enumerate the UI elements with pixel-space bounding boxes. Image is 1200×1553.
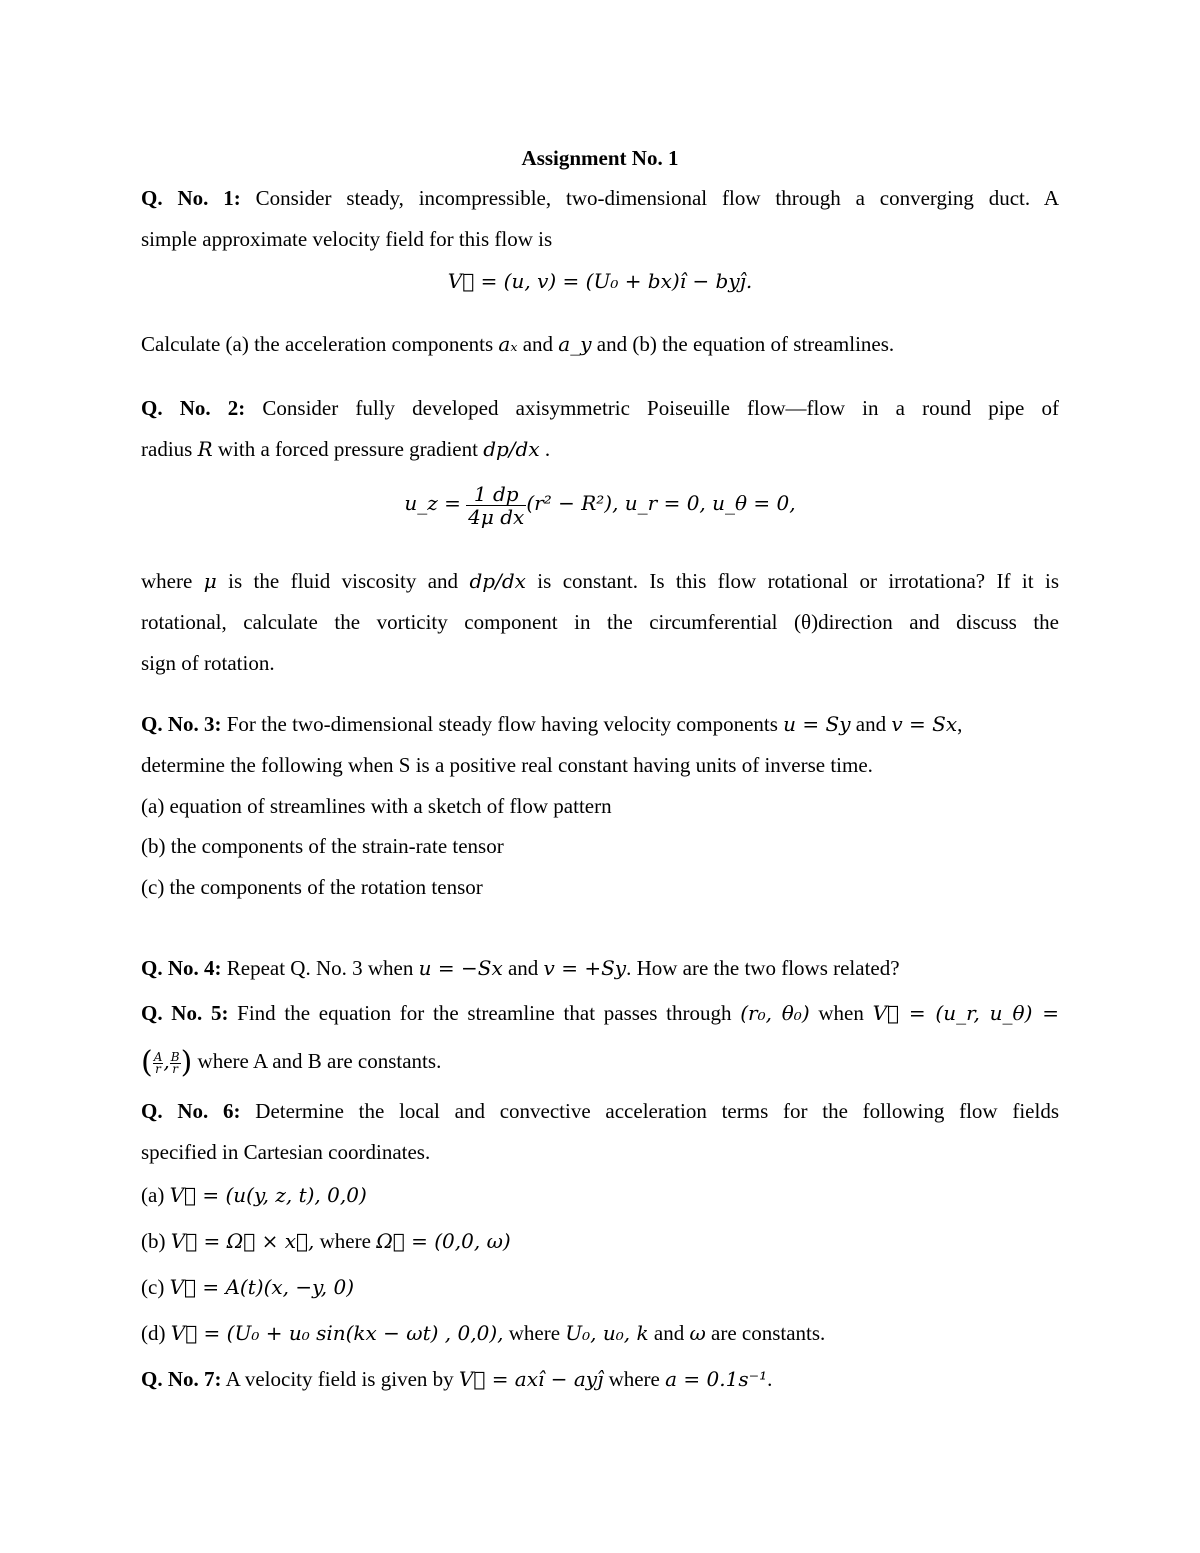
q2-text1: Consider fully developed axisymmetric Poiseuille flow—flow in a round pipe of (245, 396, 1060, 420)
q4-text-b: . How are the two flows related? (626, 956, 900, 980)
q2-text2a: radius (141, 437, 198, 461)
q5-line2 (141, 1042, 1059, 1082)
q4-label: Q. No. 4: (141, 956, 222, 980)
q3-u: u = Sy (783, 712, 851, 736)
q3-v: v = Sx (891, 712, 958, 736)
q2-text3c: is constant. Is this flow rotational or irrotationa? If it is (525, 569, 1060, 593)
q5-paren-open: ( (141, 1045, 153, 1081)
q5-text1a: Find the equation for the streamline that passes through (228, 1001, 741, 1025)
q7-label: Q. No. 7: (141, 1367, 222, 1391)
q2-eq-num: 1 dp (466, 483, 526, 506)
q6-b-math: V⃗ = Ω⃗ × x⃗, (170, 1229, 315, 1253)
q1-ay: a_y (558, 332, 592, 356)
q1-line2: simple approximate velocity field for this flow is (141, 227, 553, 251)
q6-b-math2: Ω⃗ = (0,0, ω) (376, 1229, 511, 1253)
q3-line1 (141, 711, 1059, 737)
q2-text3a: where (141, 569, 204, 593)
q2-eq-fraction (466, 483, 526, 528)
q6-d-math: V⃗ = (U₀ + u₀ sin(kx − ωt) , 0,0), (170, 1321, 504, 1345)
q6-a-math: V⃗ = (u(y, z, t), 0,0) (169, 1183, 367, 1207)
q4-v: v = +Sy (543, 956, 627, 980)
q2-dpdx: dp/dx (483, 437, 540, 461)
q6-item-a (141, 1182, 1059, 1208)
q5-text1b: when (809, 1001, 873, 1025)
q3-item-c: (c) the components of the rotation tensor (141, 875, 483, 899)
q1-line1 (141, 185, 1059, 211)
q5-label: Q. No. 5: (141, 1001, 229, 1025)
q1-text1: Consider steady, incompressible, two-dimensional flow through a converging duct. A (240, 186, 1059, 210)
q6-d-math2: U₀, u₀, k (565, 1321, 649, 1345)
q5-A: A (153, 1049, 163, 1064)
q2-line5: sign of rotation. (141, 651, 275, 675)
q2-mu: μ (203, 569, 217, 593)
q7-line (141, 1366, 1059, 1392)
q6-b-where: where (314, 1229, 377, 1253)
q6-a-tag: (a) (141, 1183, 170, 1207)
q5-r2: r (172, 1061, 179, 1076)
q4-and: and (502, 956, 544, 980)
q2-text2b: with a forced pressure gradient (212, 437, 484, 461)
q2-eq-lhs: u_z = (404, 491, 461, 515)
q6-b-tag: (b) (141, 1229, 171, 1253)
q2-equation (0, 478, 1200, 528)
q2-line1 (141, 395, 1059, 421)
q6-item-d (141, 1320, 1059, 1346)
q6-c-tag: (c) (141, 1275, 170, 1299)
q1-text3b: and (b) the equation of streamlines. (591, 332, 895, 356)
q4-text-a: Repeat Q. No. 3 when (221, 956, 419, 980)
q7-math: V⃗ = axî − ayĵ (458, 1367, 604, 1391)
q3-item-a: (a) equation of streamlines with a sketch of flow pattern (141, 794, 612, 818)
q6-item-b (141, 1228, 1059, 1254)
q3-item-b: (b) the components of the strain-rate tensor (141, 834, 504, 858)
q5-point: (r₀, θ₀) (740, 1001, 810, 1025)
q2-line4: rotational, calculate the vorticity component in the circumferential (θ)direction and discuss the (141, 610, 1059, 634)
q5-text2: where A and B are constants. (192, 1049, 442, 1073)
q5-r1: r (155, 1061, 161, 1076)
q1-ax: aₓ (498, 332, 518, 356)
q3-and: and (850, 712, 892, 736)
q1-text3a: Calculate (a) the acceleration components (141, 332, 499, 356)
q6-item-c (141, 1274, 1059, 1300)
q2-line2 (141, 436, 1059, 462)
q4-line (141, 955, 1059, 981)
page-title: Assignment No. 1 (521, 146, 679, 170)
q1-and: and (517, 332, 559, 356)
q3-line2: determine the following when S is a positive real constant having units of inverse time. (141, 753, 873, 777)
q5-frac-a (153, 1049, 164, 1076)
q2-text3b: is the fluid viscosity and (216, 569, 470, 593)
q3-label: Q. No. 3: (141, 712, 222, 736)
q3-text1a: For the two-dimensional steady flow having velocity components (221, 712, 784, 736)
q6-line2: specified in Cartesian coordinates. (141, 1140, 431, 1164)
q5-velocity: V⃗ = (u_r, u_θ) = (872, 1001, 1059, 1025)
q2-line3 (141, 568, 1059, 594)
q1-equation: V⃗ = (u, v) = (U₀ + bx)î − byĵ. (447, 269, 753, 293)
q4-u: u = −Sx (418, 956, 503, 980)
q5-comma: , (163, 1049, 170, 1073)
q1-line3 (141, 331, 1059, 357)
q7-text-b: where (603, 1367, 666, 1391)
q5-B: B (170, 1049, 180, 1064)
q7-math2: a = 0.1s⁻¹ (665, 1367, 768, 1391)
q6-d-tag: (d) (141, 1321, 171, 1345)
q2-eq-rest: (r² − R²), u_r = 0, u_θ = 0, (526, 491, 796, 515)
q2-dpdx-2: dp/dx (469, 569, 526, 593)
q6-d-omega: ω (689, 1321, 706, 1345)
q2-R: R (197, 437, 213, 461)
q2-label: Q. No. 2: (141, 396, 246, 420)
q5-line1 (141, 1000, 1059, 1026)
q5-paren-close: ) (180, 1045, 193, 1081)
q7-text-a: A velocity field is given by (221, 1367, 459, 1391)
q5-frac-b (170, 1049, 181, 1076)
q2-eq-den: 4μ dx (468, 504, 525, 529)
q2-text2c: . (539, 437, 551, 461)
q6-text1: Determine the local and convective acceleration terms for the following flow fields (240, 1099, 1059, 1123)
q6-d-where: where (503, 1321, 566, 1345)
q6-c-math: V⃗ = A(t)(x, −y, 0) (169, 1275, 355, 1299)
q1-label: Q. No. 1: (141, 186, 241, 210)
q3-text1b: , (957, 712, 963, 736)
q7-text-c: . (767, 1367, 773, 1391)
q6-d-post: are constants. (705, 1321, 826, 1345)
q6-d-and: and (648, 1321, 690, 1345)
q6-label: Q. No. 6: (141, 1099, 241, 1123)
q6-line1 (141, 1098, 1059, 1124)
